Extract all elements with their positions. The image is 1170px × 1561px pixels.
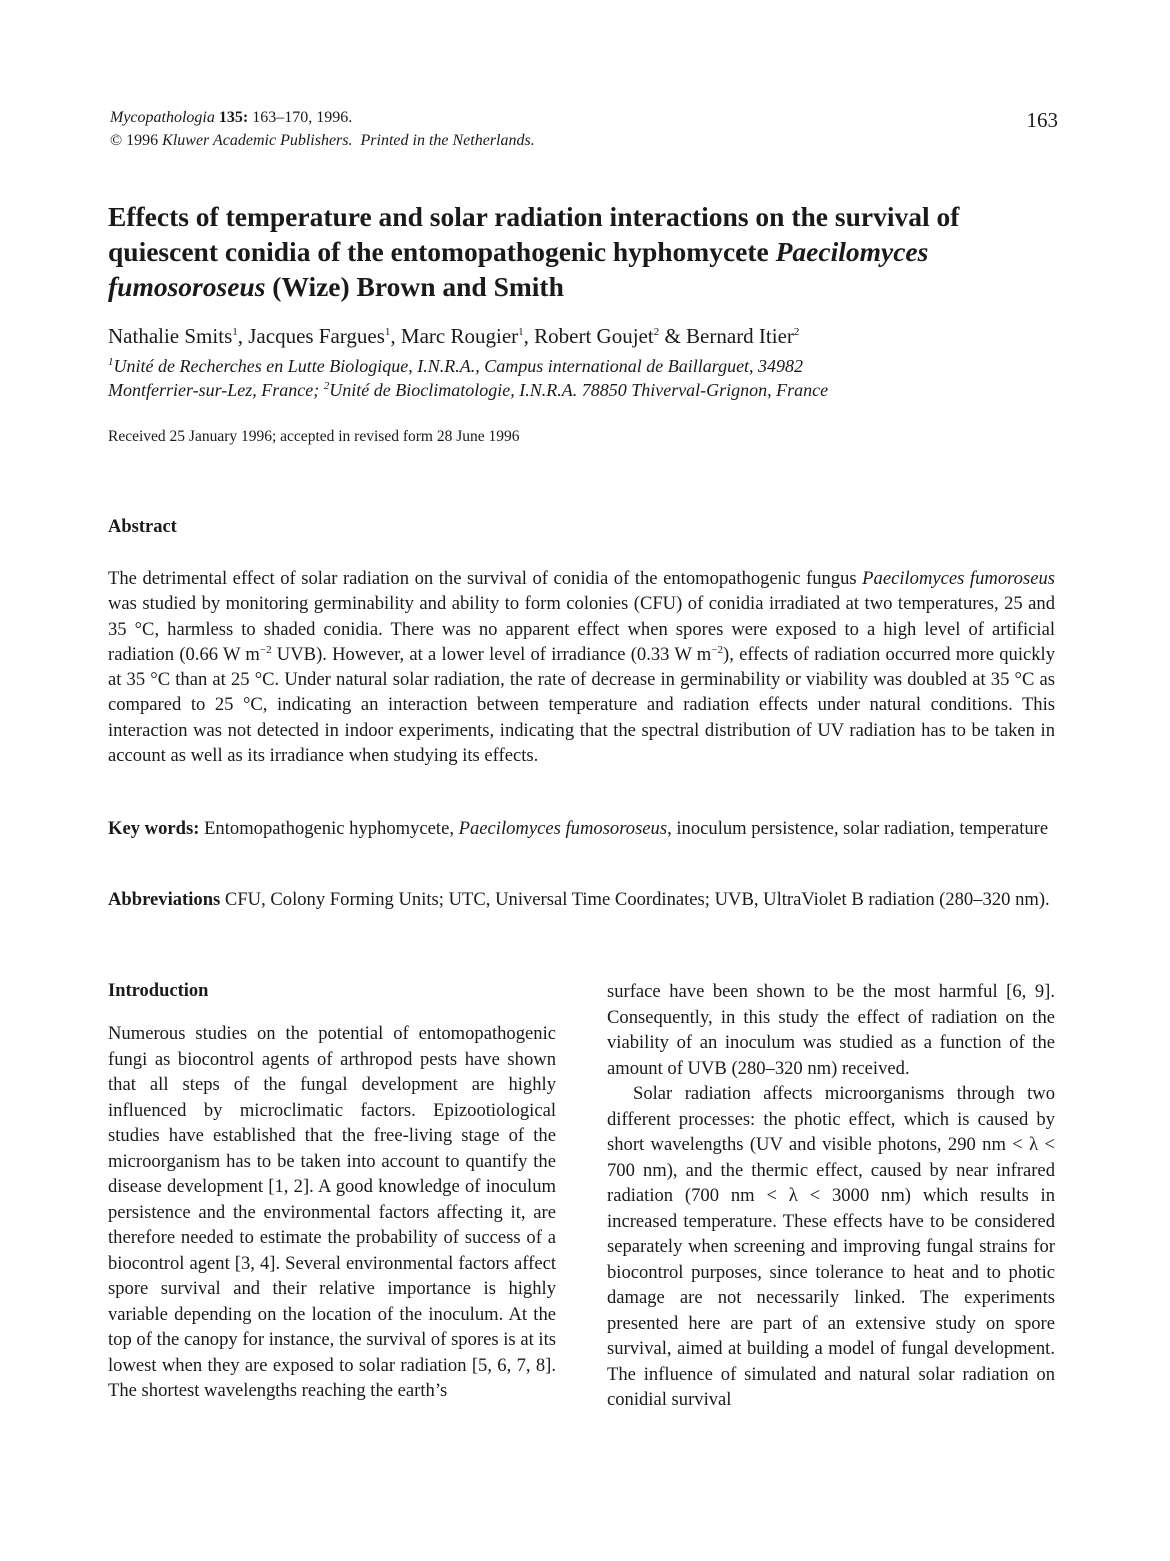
abbreviations-paragraph [108, 887, 1055, 912]
affiliation-line-2 [108, 378, 1068, 402]
introduction-paragraph: Numerous studies on the potential of entomopathogenic fungi as biocontrol agents of arthropod pests have shown that all steps of the fungal development are highly influenced by microclimatic factors. Epizootiological studies have established that the free-living stage of the microorganism has to be taken into account to quantify the disease development [1, 2]. A good knowledge of inoculum persistence and the environmental factors affecting it, are therefore needed to estimate the probability of success of a biocontrol agent [3, 4]. Several environmental factors affect spore survival and their relative importance is highly variable depending on the location of the inoculum. At the top of the canopy for instance, the survival of spores is at its lowest when they are exposed to solar radiation [5, 6, 7, 8]. The shortest wavelengths reaching the earth’s [108, 1023, 556, 1401]
author-separator: , [390, 324, 401, 348]
introduction-heading: Introduction [108, 981, 209, 1001]
author [248, 324, 401, 348]
abstract-body [108, 566, 1055, 768]
title-part1: Effects of temperature and solar radiation interactions on the survival of quiescent conidia of the entomopathogenic hyphomycete [108, 201, 960, 267]
abbreviations [108, 887, 1055, 912]
author-separator: & [659, 324, 687, 348]
journal-name: Mycopathologia [110, 109, 215, 126]
affiliation-mark: 1 [108, 356, 114, 368]
copyright-year: © 1996 [110, 132, 159, 149]
abstract-text: was studied by monitoring germinability and ability to form colonies (CFU) of conidia irradiated at two temperatures, 25 and 35 °C, harmless to shaded conidia. There was no apparent effect when spores were exposed to a high level of artificial radiation (0.66 W m [108, 593, 1055, 665]
keywords-paragraph [108, 816, 1055, 841]
abstract-species: Paecilomyces fumoroseus [862, 568, 1055, 589]
introduction-paragraph: surface have been shown to be the most harmful [6, 9]. Consequently, in this study the effect of radiation on the viability of an inoculum was studied as a function of the amount of UVB (280–320 nm) received. [607, 981, 1055, 1079]
printed-in: Printed in the Netherlands. [360, 132, 535, 149]
journal-citation [110, 106, 535, 129]
publisher: Kluwer Academic Publishers. [162, 132, 353, 149]
introduction-column-right [607, 979, 1055, 1413]
abstract-text: ), effects of radiation occurred more quickly at 35 °C than at 25 °C. Under natural solar radiation, the rate of decrease in germinability or viability was doubled at 35 °C as compared to 25 °C, indicating an interaction between temperature and radiation effects under natural conditions. This interaction was not detected in indoor experiments, indicating that the spectral distribution of UV radiation has to be taken in account as well as its irradiance when studying its effects. [108, 643, 1056, 767]
title-species: Paecilomyces fumosoroseus [108, 236, 929, 302]
author [534, 324, 686, 348]
author [686, 324, 799, 348]
introduction-paragraph: Solar radiation affects microorganisms through two different processes: the photic effect, which is caused by short wavelengths (UV and visible photons, 290 nm < λ < 700 nm), and the thermic effect, caused by near infrared radiation (700 nm < λ < 3000 nm) which results in increased temperature. These effects have to be considered separately when screening and improving fungal strains for biocontrol purposes, since tolerance to heat and to photic damage are not necessarily linked. The experiments presented here are part of an extensive study on spore survival, aimed at building a model of fungal development. The influence of simulated and natural solar radiation on conidial survival [607, 1083, 1055, 1410]
affiliation-text: Unité de Bioclimatologie, I.N.R.A. 78850 Thiverval-Grignon, France [329, 380, 829, 400]
abstract-text: The detrimental effect of solar radiation on the survival of conidia of the entomopathogenic fungus [108, 568, 863, 589]
affiliation-line-1 [108, 354, 1068, 378]
running-header [110, 106, 535, 152]
affiliation-text: Montferrier-sur-Lez, France; [108, 380, 324, 400]
author-separator: , [523, 324, 535, 348]
keywords-species: Paecilomyces fumosoroseus [458, 818, 668, 839]
introduction-column-left [108, 1021, 556, 1404]
abstract-exponent: −2 [711, 643, 723, 656]
author-separator: , [237, 324, 249, 348]
received-dates: Received 25 January 1996; accepted in revised form 28 June 1996 [108, 428, 520, 445]
affiliation-text: Unité de Recherches en Lutte Biologique, I.N.R.A., Campus international de Baillarguet, 34982 [113, 356, 804, 376]
article-title [108, 199, 1038, 304]
author-affiliation-mark: 1 [232, 326, 238, 338]
abstract-text: UVB). However, at a lower level of irradiance (0.33 W m [271, 643, 712, 665]
author-name: Jacques Fargues [248, 324, 385, 348]
abstract-exponent: −2 [259, 643, 272, 656]
abbreviations-label: Abbreviations [108, 889, 221, 910]
author [401, 324, 534, 348]
journal-volume: 135: [218, 109, 249, 126]
author-affiliation-mark: 1 [384, 326, 391, 338]
keywords-label: Key words: [108, 818, 200, 839]
author-name: Marc Rougier [400, 324, 519, 348]
abstract-paragraph [108, 566, 1055, 768]
author-affiliation-mark: 2 [653, 326, 660, 338]
author-name: Robert Goujet [534, 324, 654, 348]
abstract-heading: Abstract [108, 517, 177, 537]
copyright-line [110, 129, 535, 152]
author [108, 324, 248, 348]
affiliation-mark: 2 [323, 380, 330, 392]
affiliations [108, 354, 1068, 402]
journal-pages: 163–170, 1996. [252, 109, 353, 126]
keywords [108, 816, 1055, 841]
author-name: Bernard Itier [686, 324, 794, 348]
keywords-text: , inoculum persistence, solar radiation, temperature [667, 818, 1049, 839]
author-list [108, 322, 1068, 350]
title-part2: (Wize) Brown and Smith [265, 271, 564, 302]
keywords-text: Entomopathogenic hyphomycete, [199, 818, 459, 839]
author-name: Nathalie Smits [108, 324, 233, 348]
abbreviations-text: CFU, Colony Forming Units; UTC, Universal Time Coordinates; UVB, UltraViolet B radiation (280–320 nm). [220, 889, 1050, 910]
author-affiliation-mark: 1 [518, 326, 524, 338]
author-affiliation-mark: 2 [793, 326, 800, 338]
page-number: 163 [1026, 108, 1058, 132]
